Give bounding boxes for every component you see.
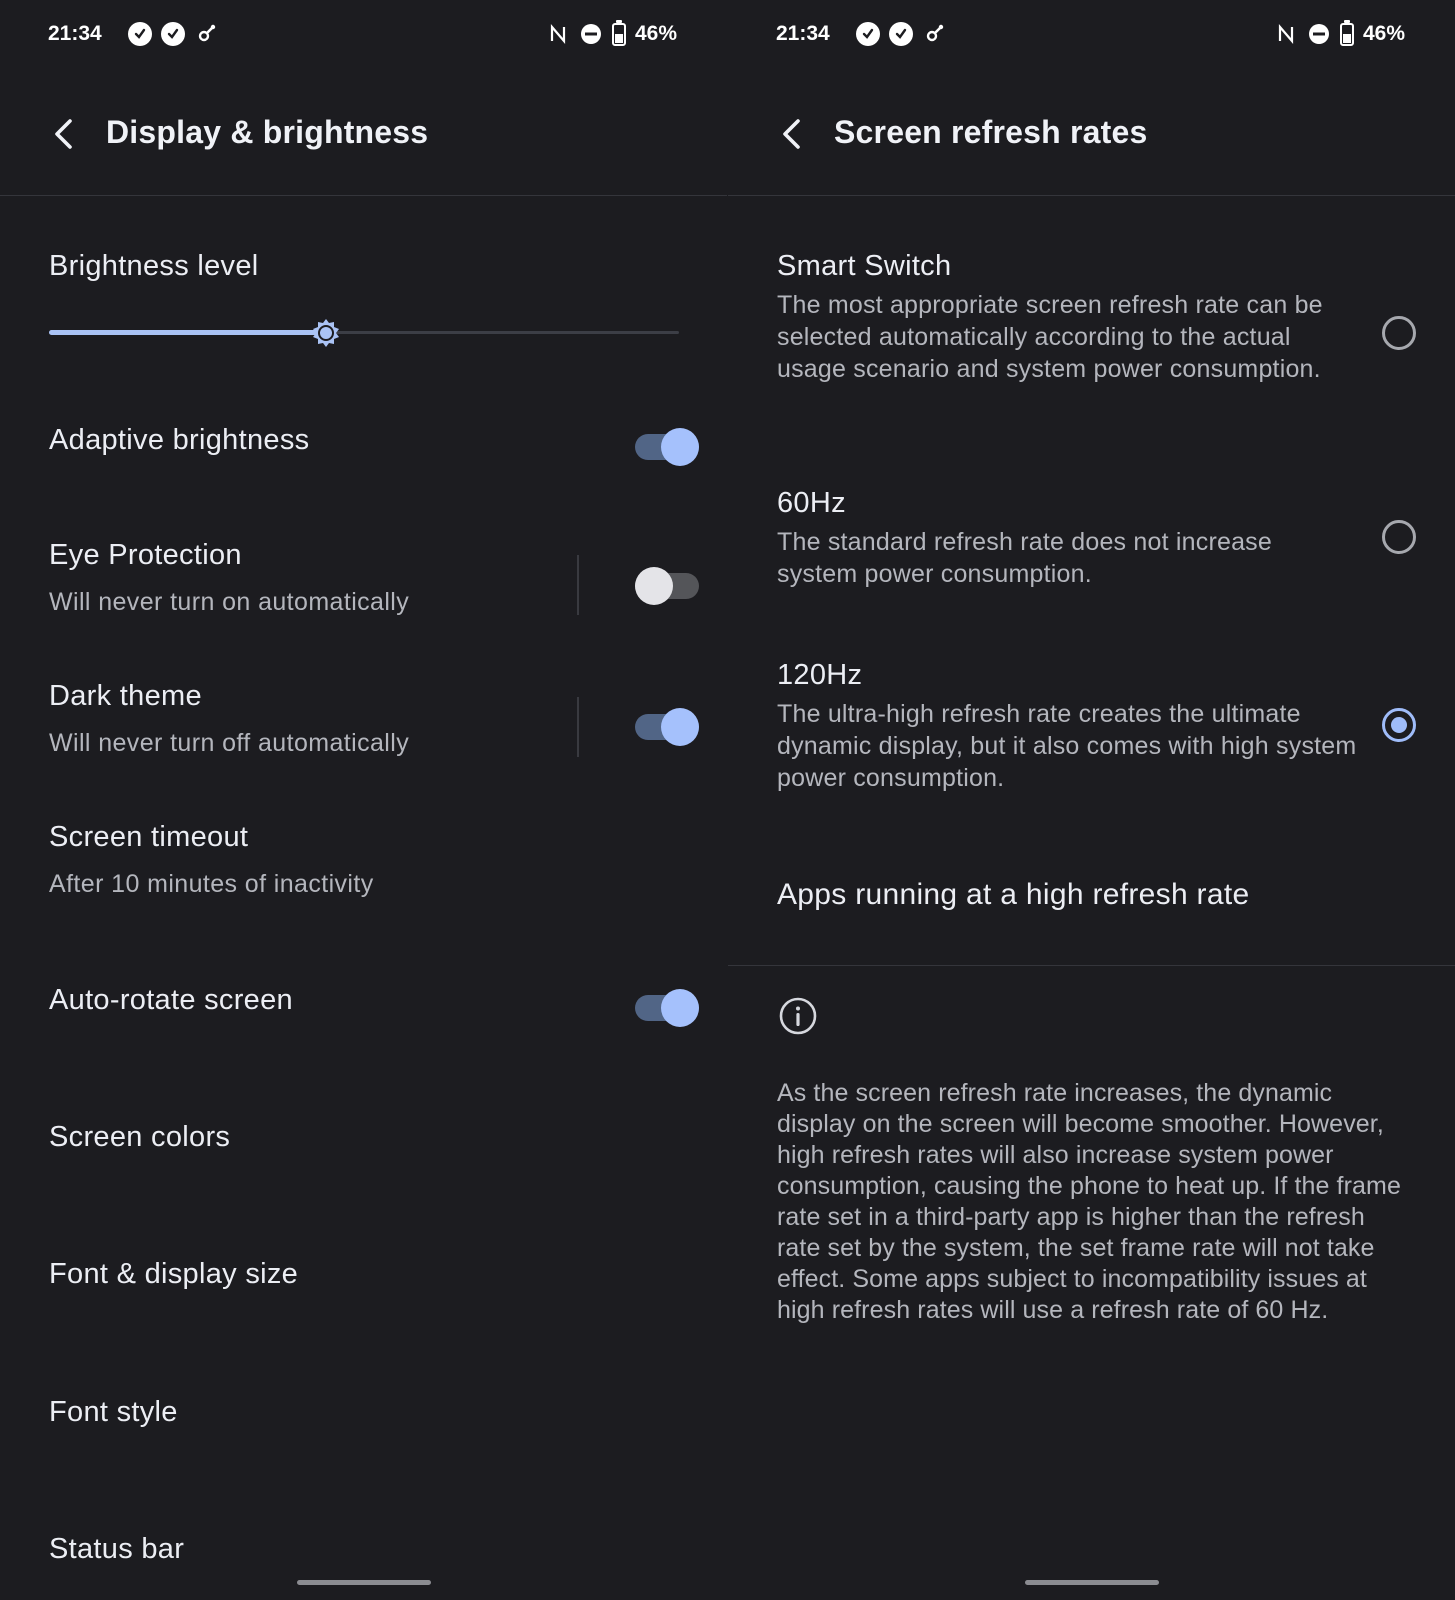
setting-title: Screen timeout xyxy=(49,821,249,853)
toggle-knob xyxy=(661,708,699,746)
setting-title: Font & display size xyxy=(49,1258,299,1290)
option-description: The standard refresh rate does not increase system power consumption. xyxy=(777,528,1272,588)
brightness-slider[interactable] xyxy=(49,318,679,348)
toggle-knob xyxy=(661,989,699,1027)
apps-high-refresh-rate-link[interactable]: Apps running at a high refresh rate xyxy=(777,878,1250,911)
system-icons xyxy=(546,22,677,46)
header-divider xyxy=(728,195,1455,196)
brightness-label-row xyxy=(49,250,687,283)
battery-icon xyxy=(612,23,626,46)
toggle-knob xyxy=(635,567,673,605)
row-separator xyxy=(577,555,579,615)
setting-subtitle: Will never turn off automatically xyxy=(49,729,410,757)
120hz-radio[interactable] xyxy=(1382,708,1416,742)
row-separator xyxy=(577,697,579,757)
setting-title: Adaptive brightness xyxy=(49,424,310,456)
setting-auto-rotate[interactable] xyxy=(49,984,687,1017)
back-button[interactable] xyxy=(42,112,86,156)
slider-fill xyxy=(49,330,326,335)
brightness-label: Brightness level xyxy=(49,250,259,282)
section-divider xyxy=(728,965,1455,966)
setting-title: Auto-rotate screen xyxy=(49,984,293,1016)
toggle-knob xyxy=(661,428,699,466)
status-bar xyxy=(776,18,1405,50)
setting-title: Status bar xyxy=(49,1533,185,1565)
system-icons xyxy=(1274,22,1405,46)
status-time: 21:34 xyxy=(48,22,102,45)
option-description: The ultra-high refresh rate creates the ultimate dynamic display, but it also comes with high system power consumption. xyxy=(777,700,1357,792)
do-not-disturb-icon xyxy=(1307,22,1331,46)
setting-eye-protection[interactable] xyxy=(49,539,687,617)
setting-dark-theme[interactable] xyxy=(49,680,687,758)
nfc-icon xyxy=(1274,22,1298,46)
chevron-left-icon xyxy=(51,118,77,150)
eye-protection-toggle[interactable] xyxy=(635,565,699,605)
back-button[interactable] xyxy=(770,112,814,156)
setting-font-display-size[interactable] xyxy=(49,1258,687,1291)
brightness-sun-icon[interactable] xyxy=(311,318,341,348)
check-circle-icon xyxy=(128,22,152,46)
display-brightness-screen xyxy=(0,0,727,1600)
60hz-radio[interactable] xyxy=(1382,520,1416,554)
setting-font-style[interactable] xyxy=(49,1396,687,1429)
do-not-disturb-icon xyxy=(579,22,603,46)
status-bar xyxy=(48,18,677,50)
option-smart-switch[interactable] xyxy=(777,250,1357,385)
status-time: 21:34 xyxy=(776,22,830,45)
info-icon xyxy=(779,997,817,1035)
setting-adaptive-brightness[interactable] xyxy=(49,424,687,457)
smart-switch-radio[interactable] xyxy=(1382,316,1416,350)
info-description: As the screen refresh rate increases, the dynamic display on the screen will become smoother. However, high refresh rates will also increase system power consumption, causing the phone to heat up. If the frame rate set in a third-party app is higher than the refresh rate set by the system, the set frame rate will not take effect. Some apps subject to incompatibility issues at high refresh rates will use a refresh rate of 60 Hz. xyxy=(777,1079,1401,1324)
page-title: Display & brightness xyxy=(106,114,429,150)
chevron-left-icon xyxy=(779,118,805,150)
setting-title: Eye Protection xyxy=(49,539,242,571)
setting-status-bar[interactable] xyxy=(49,1533,687,1566)
adaptive-brightness-toggle[interactable] xyxy=(635,426,699,466)
check-circle-icon xyxy=(889,22,913,46)
setting-screen-timeout[interactable] xyxy=(49,821,687,899)
home-indicator[interactable] xyxy=(297,1580,431,1585)
notification-icons xyxy=(128,22,218,46)
dark-theme-toggle[interactable] xyxy=(635,706,699,746)
battery-percent: 46% xyxy=(634,22,677,45)
fan-icon xyxy=(922,22,946,46)
header-divider xyxy=(0,195,727,196)
app-bar xyxy=(728,106,1455,162)
setting-screen-colors[interactable] xyxy=(49,1121,687,1154)
page-title: Screen refresh rates xyxy=(834,114,1148,150)
check-circle-icon xyxy=(856,22,880,46)
setting-title: Dark theme xyxy=(49,680,202,712)
check-circle-icon xyxy=(161,22,185,46)
option-title: Smart Switch xyxy=(777,250,952,282)
app-bar xyxy=(0,106,727,162)
battery-percent: 46% xyxy=(1362,22,1405,45)
setting-subtitle: Will never turn on automatically xyxy=(49,588,410,616)
option-120hz[interactable] xyxy=(777,659,1357,794)
nfc-icon xyxy=(546,22,570,46)
home-indicator[interactable] xyxy=(1025,1580,1159,1585)
option-60hz[interactable] xyxy=(777,487,1357,590)
battery-icon xyxy=(1340,23,1354,46)
setting-title: Screen colors xyxy=(49,1121,231,1153)
fan-icon xyxy=(194,22,218,46)
option-title: 60Hz xyxy=(777,487,846,519)
option-title: 120Hz xyxy=(777,659,863,691)
auto-rotate-toggle[interactable] xyxy=(635,987,699,1027)
setting-title: Font style xyxy=(49,1396,178,1428)
option-description: The most appropriate screen refresh rate can be selected automatically according to the actual usage scenario and system power consumption. xyxy=(777,291,1323,383)
screen-refresh-rates-screen xyxy=(728,0,1455,1600)
setting-subtitle: After 10 minutes of inactivity xyxy=(49,870,374,898)
notification-icons xyxy=(856,22,946,46)
